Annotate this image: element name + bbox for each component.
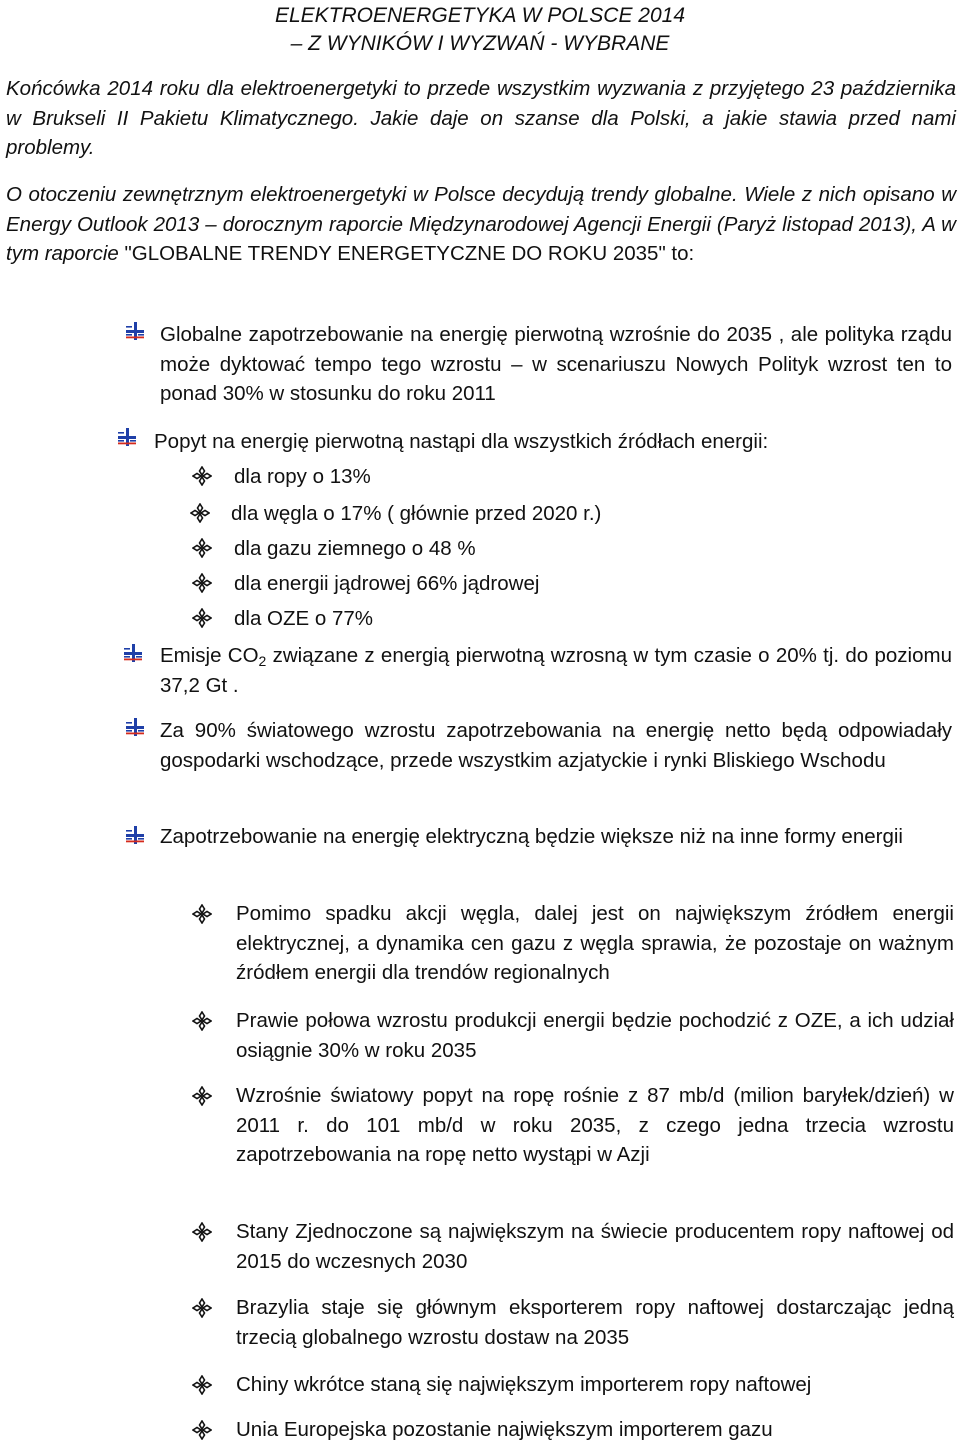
co2-text-pre: Emisje CO [160, 644, 259, 667]
document-title: ELEKTROENERGETYKA W POLSCE 2014 [274, 4, 686, 27]
bullet-primary-energy-demand: Globalne zapotrzebowanie na energię pierwotną wzrośnie do 2035 , ale polityka rządu może dyktować tempo tego wzrostu – w scenariuszu Nowych Polityk wzrost ten to ponad 30% w stosunku do roku 2011 [160, 323, 952, 405]
intro-paragraph: Końcówka 2014 roku dla elektroenergetyki to przede wszystkim wyzwania z przyjętego 23 października w Brukseli II Pakietu Klimatycznego. Jakie daje on szanse dla Polski, a jakie stawia przed nami problemy. [6, 77, 956, 159]
sub-bullet-coal: dla węgla o 17% ( głównie przed 2020 r.) [231, 502, 602, 525]
sub-bullet-nuclear: dla energii jądrowej 66% jądrowej [234, 572, 540, 595]
diamond-bullet-icon [192, 1086, 212, 1106]
sub-bullet-renewables-share: Prawie połowa wzrostu produkcji energii będzie pochodzić z OZE, a ich udział osiągnie 30% w roku 2035 [236, 1009, 954, 1062]
sub-bullet-usa-oil-producer: Stany Zjednoczone są największym na świecie producentem ropy naftowej od 2015 do wczesnych 2030 [236, 1220, 954, 1273]
cross-bullet-icon [126, 718, 144, 736]
sub-bullet-oil: dla ropy o 13% [234, 465, 371, 488]
bullet-co2-emissions [160, 641, 952, 700]
sub-bullet-gas: dla gazu ziemnego o 48 % [234, 537, 476, 560]
bullet-demand-by-source: Popyt na energię pierwotną nastąpi dla wszystkich źródłach energii: [154, 430, 769, 453]
sub-bullet-renewables: dla OZE o 77% [234, 607, 374, 630]
co2-text-post: związane z energią pierwotną wzrosną w tym czasie o 20% tj. do poziomu 37,2 Gt . [160, 644, 952, 697]
diamond-bullet-icon [192, 466, 212, 486]
diamond-bullet-icon [192, 1222, 212, 1242]
diamond-bullet-icon [192, 1011, 212, 1031]
diamond-bullet-icon [192, 538, 212, 558]
diamond-bullet-icon [192, 1420, 212, 1440]
diamond-bullet-icon [192, 904, 212, 924]
diamond-bullet-icon [192, 1375, 212, 1395]
sub-bullet-brazil-exporter: Brazylia staje się głównym eksporterem ropy naftowej dostarczając jedną trzecią globalnego wzrostu dostaw na 2035 [236, 1296, 954, 1349]
diamond-bullet-icon [192, 1298, 212, 1318]
cross-bullet-icon [126, 826, 144, 844]
sub-bullet-oil-demand: Wzrośnie światowy popyt na ropę rośnie z 87 mb/d (milion baryłek/dzień) w 2011 r. do 101 mb/d w roku 2035, z czego jedna trzecia wzrostu zapotrzebowania na ropę netto wystąpi w Azji [236, 1084, 954, 1166]
trends-paragraph-italic: O otoczeniu zewnętrznym elektroenergetyki w Polsce decydują trendy globalne. Wiele z nich opisano w Energy Outlook 2013 – dorocznym raporcie Międzynarodowej Agencji Energii (Paryż listopad 2013), A w tym raporcie [6, 183, 956, 265]
sub-bullet-china-importer: Chiny wkrótce staną się największym importerem ropy naftowej [236, 1373, 812, 1396]
co2-subscript: 2 [258, 653, 267, 669]
cross-bullet-icon [126, 322, 144, 340]
trends-paragraph-normal: "GLOBALNE TRENDY ENERGETYCZNE DO ROKU 2035" to: [124, 242, 695, 265]
cross-bullet-icon [124, 644, 142, 662]
sub-bullet-coal-largest-source: Pomimo spadku akcji węgla, dalej jest on największym źródłem energii elektrycznej, a dynamika cen gazu z węgla sprawia, że pozostaje on ważnym źródłem energii dla trendów regionalnych [236, 902, 954, 984]
diamond-bullet-icon [192, 573, 212, 593]
trends-paragraph [6, 180, 956, 269]
diamond-bullet-icon [190, 503, 210, 523]
sub-bullet-eu-gas-importer: Unia Europejska pozostanie największym importerem gazu [236, 1418, 773, 1441]
document-subtitle: – Z WYNIKÓW I WYZWAŃ - WYBRANE [290, 32, 670, 55]
bullet-electricity-demand: Zapotrzebowanie na energię elektryczną będzie większe niż na inne formy energii [160, 825, 903, 848]
bullet-emerging-economies: Za 90% światowego wzrostu zapotrzebowania na energię netto będą odpowiadały gospodarki wschodzące, przede wszystkim azjatyckie i rynki Bliskiego Wschodu [160, 719, 952, 772]
diamond-bullet-icon [192, 608, 212, 628]
cross-bullet-icon [118, 428, 136, 446]
